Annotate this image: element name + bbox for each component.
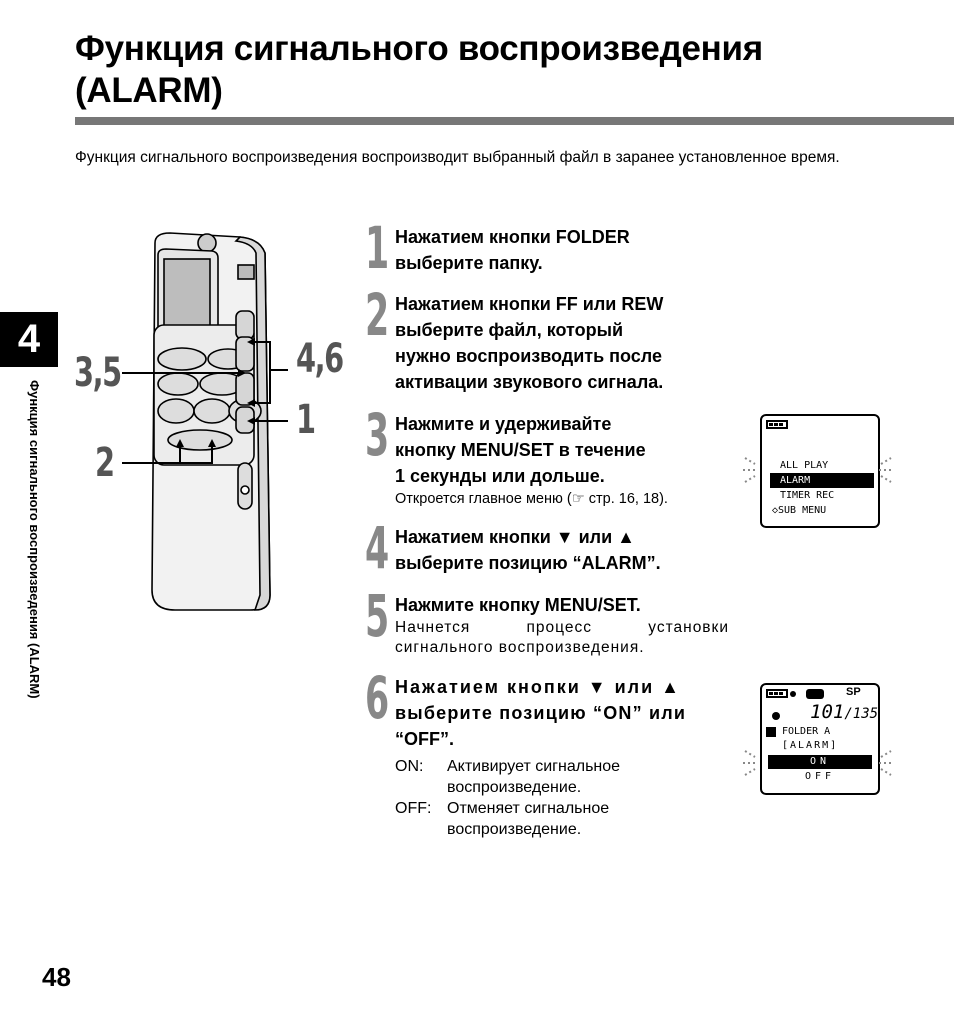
- step-text: Нажатием кнопки FOLDER: [395, 227, 630, 247]
- step-note: Начнется процесс установки сигнального воспроизведения.: [395, 619, 729, 656]
- step-text: 1 секунды или дольше.: [395, 466, 605, 486]
- title-line-2: (ALARM): [75, 71, 223, 110]
- callout-2: 2: [95, 440, 114, 486]
- step-text: Нажатием кнопки ▼ или ▲: [395, 527, 635, 547]
- callout-3-5: 3,5: [74, 350, 121, 396]
- definition-on: [395, 756, 729, 798]
- step-text: выберите позицию “ALARM”.: [395, 553, 661, 573]
- step-number: 1: [365, 214, 390, 282]
- step-text: выберите позицию “ON” или: [395, 703, 687, 723]
- file-counter: 101/135: [810, 701, 879, 723]
- title-divider: [75, 117, 954, 125]
- chapter-tab: 4: [0, 312, 58, 367]
- option-selected: ON: [768, 755, 872, 769]
- definition-desc: Отменяет сигнальное воспроизведение.: [447, 800, 610, 838]
- step-text: нужно воспроизводить после: [395, 346, 663, 366]
- file-number: 101: [810, 701, 845, 723]
- step-text: выберите файл, который: [395, 320, 624, 340]
- step-number: 5: [365, 582, 390, 650]
- menu-item: ALL PLAY: [780, 460, 829, 471]
- folder-name: FOLDER A: [782, 726, 831, 737]
- callout-1: 1: [296, 397, 315, 443]
- callout-4-6: 4,6: [296, 336, 343, 382]
- menu-item-selected: ALARM: [770, 473, 874, 488]
- recording-mode: SP: [846, 686, 861, 698]
- step-text: “OFF”.: [395, 729, 454, 749]
- definition-term: OFF:: [395, 800, 432, 817]
- step-text: Нажатием кнопки FF или REW: [395, 294, 664, 314]
- definition-off: [395, 798, 729, 840]
- step-text: Нажмите и удерживайте: [395, 414, 612, 434]
- step-text: выберите папку.: [395, 253, 543, 273]
- menu-item: TIMER REC: [780, 490, 835, 501]
- file-total: 135: [852, 706, 879, 722]
- menu-item: ◇SUB MENU: [772, 505, 827, 516]
- step-number: 3: [365, 401, 390, 469]
- step-number: 4: [365, 514, 390, 582]
- blink-indicator-icon: [735, 440, 901, 520]
- step-text: Нажатием кнопки ▼ или ▲: [395, 677, 681, 697]
- step-text: активации звукового сигнала.: [395, 372, 664, 392]
- blink-indicator-icon: [735, 735, 901, 795]
- definition-desc: Активирует сигнальное воспроизведение.: [447, 758, 621, 796]
- step-number: 6: [365, 664, 390, 732]
- option: OFF: [804, 771, 836, 782]
- page-title: [75, 28, 915, 112]
- title-line-1: Функция сигнального воспроизведения: [75, 29, 763, 68]
- definition-term: ON:: [395, 758, 424, 775]
- step-text: Нажмите кнопку MENU/SET.: [395, 595, 641, 615]
- side-section-label: Функция сигнального воспроизведения (ALARM): [27, 380, 42, 699]
- step-note: Откроется главное меню (☞ стр. 16, 18).: [395, 491, 668, 507]
- intro-paragraph: Функция сигнального воспроизведения воспроизводит выбранный файл в заранее установленное время.: [75, 149, 840, 166]
- alarm-label: [ALARM]: [782, 740, 839, 751]
- step-number: 2: [365, 281, 390, 349]
- step-text: кнопку MENU/SET в течение: [395, 440, 646, 460]
- page-number: 48: [42, 962, 71, 992]
